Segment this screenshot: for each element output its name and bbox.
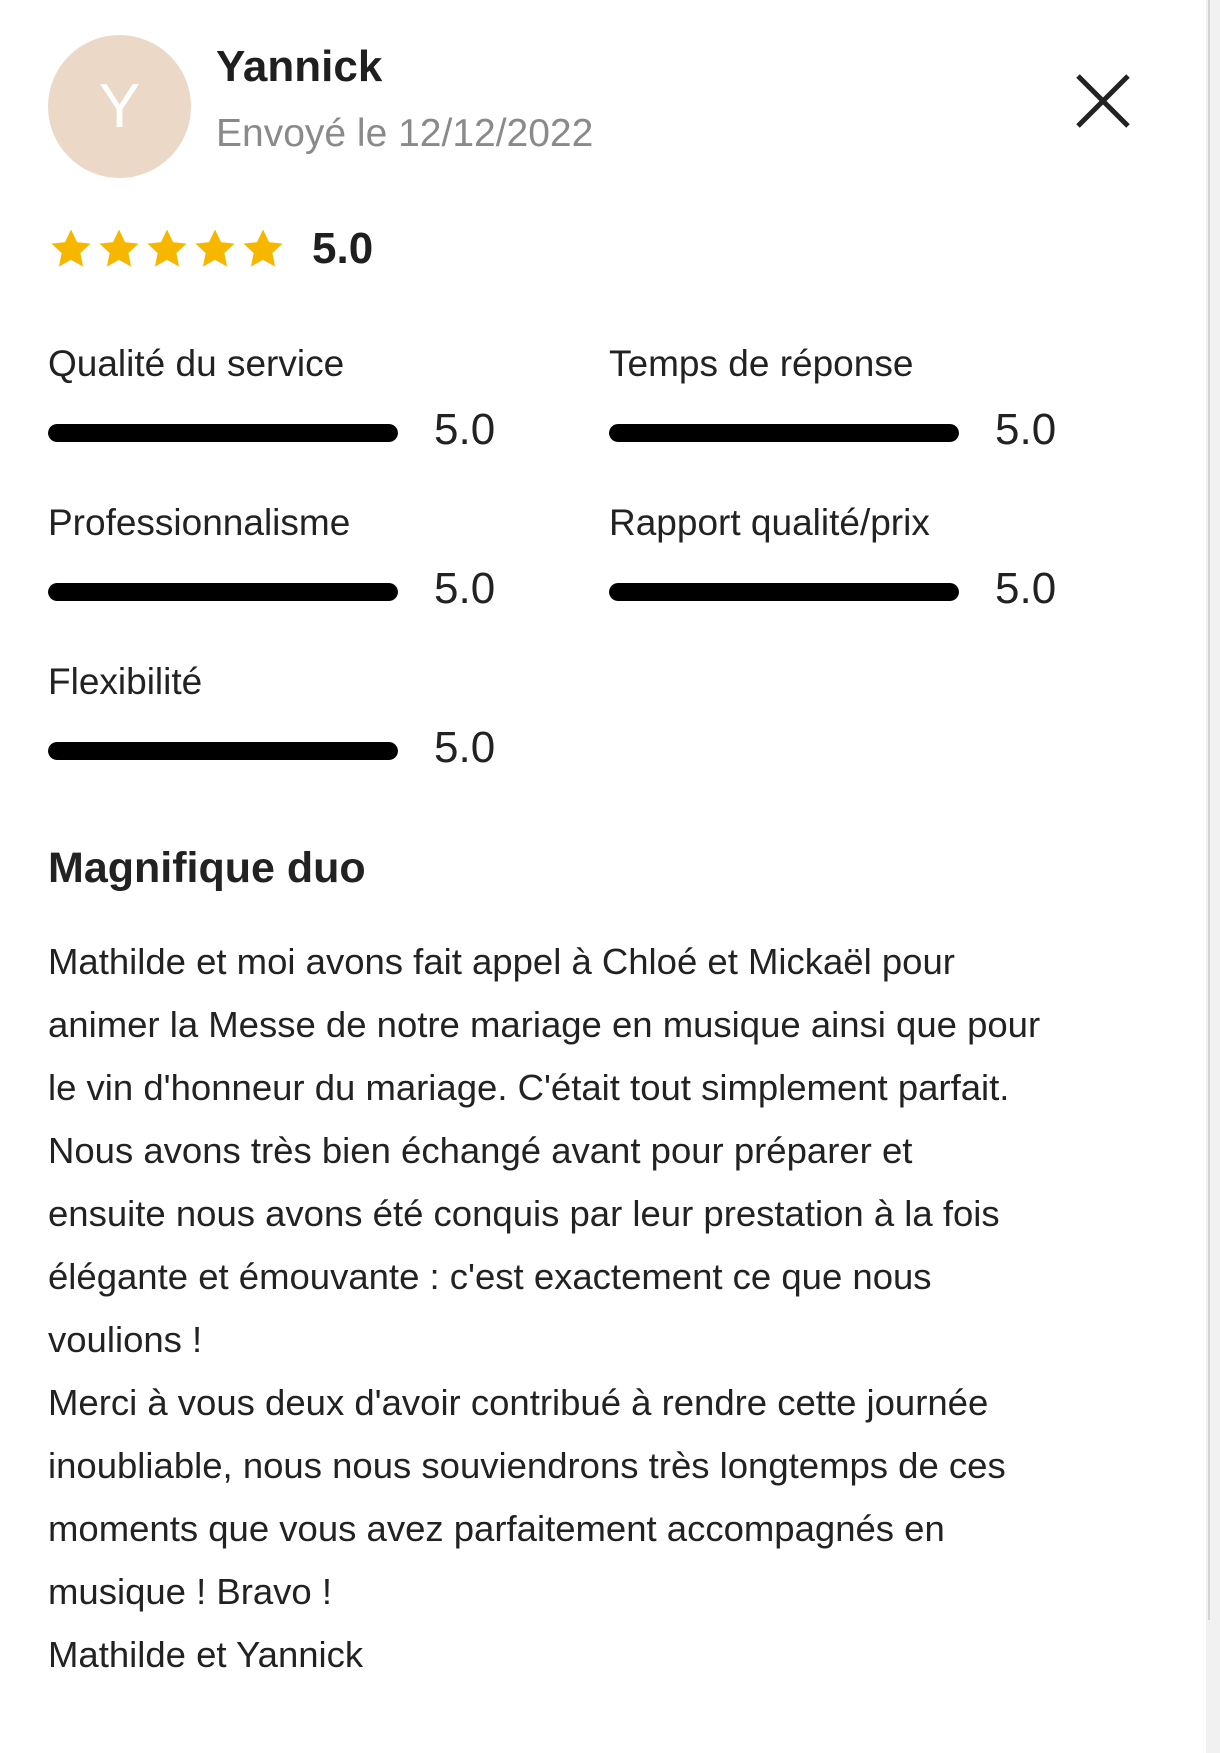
criterion-label: Rapport qualité/prix [609, 502, 930, 543]
criterion-score: 5.0 [434, 564, 496, 613]
criterion-bar [48, 583, 398, 601]
star-icon [192, 226, 238, 272]
star-icon [240, 226, 286, 272]
review-text-line: musique ! Bravo ! [48, 1571, 333, 1612]
criterion-score: 5.0 [995, 405, 1057, 454]
reviewer-name: Yannick [216, 42, 383, 91]
review-text-line: voulions ! [48, 1319, 203, 1360]
review-text-line: ensuite nous avons été conquis par leur prestation à la fois [48, 1193, 1000, 1234]
star-icon [144, 226, 190, 272]
criterion-bar [48, 424, 398, 442]
review-text-line: Mathilde et moi avons fait appel à Chloé et Mickaël pour [48, 941, 955, 982]
review-title: Magnifique duo [48, 844, 366, 892]
criterion-bar [609, 583, 959, 601]
scrollbar-track[interactable] [1208, 0, 1210, 1620]
criterion-bar-fill [48, 424, 398, 442]
star-icon [48, 226, 94, 272]
review-text-line: animer la Messe de notre mariage en musique ainsi que pour [48, 1004, 1041, 1045]
criterion-label: Qualité du service [48, 343, 345, 384]
review-text-line: élégante et émouvante : c'est exactement ce que nous [48, 1256, 932, 1297]
criterion-label: Flexibilité [48, 661, 203, 702]
review-text-line: inoubliable, nous nous souviendrons très longtemps de ces [48, 1445, 1006, 1486]
review-text-line: le vin d'honneur du mariage. C'était tout simplement parfait. [48, 1067, 1010, 1108]
close-icon[interactable] [1068, 66, 1138, 136]
criterion-score: 5.0 [995, 564, 1057, 613]
criterion-score: 5.0 [434, 723, 496, 772]
close-button[interactable] [1068, 66, 1138, 136]
criterion-bar [609, 424, 959, 442]
avatar-initial: Y [98, 72, 141, 141]
review-date: Envoyé le 12/12/2022 [216, 112, 594, 155]
criterion-label: Temps de réponse [609, 343, 914, 384]
criterion-bar [48, 742, 398, 760]
review-text-line: Merci à vous deux d'avoir contribué à rendre cette journée [48, 1382, 989, 1423]
star-icon [96, 226, 142, 272]
star-rating [48, 226, 286, 272]
criterion-bar-fill [609, 583, 959, 601]
review-text [48, 930, 1178, 1686]
review-text-line: Nous avons très bien échangé avant pour préparer et [48, 1130, 913, 1171]
criterion-bar-fill [48, 583, 398, 601]
overall-rating [48, 222, 373, 276]
criterion-bar-fill [48, 742, 398, 760]
criterion-label: Professionnalisme [48, 502, 351, 543]
criterion-score: 5.0 [434, 405, 496, 454]
review-text-line: moments que vous avez parfaitement accompagnés en [48, 1508, 945, 1549]
overall-score: 5.0 [312, 224, 374, 273]
avatar [48, 35, 191, 178]
criterion-bar-fill [609, 424, 959, 442]
review-text-line: Mathilde et Yannick [48, 1634, 364, 1675]
scrollbar[interactable] [1206, 0, 1220, 1753]
